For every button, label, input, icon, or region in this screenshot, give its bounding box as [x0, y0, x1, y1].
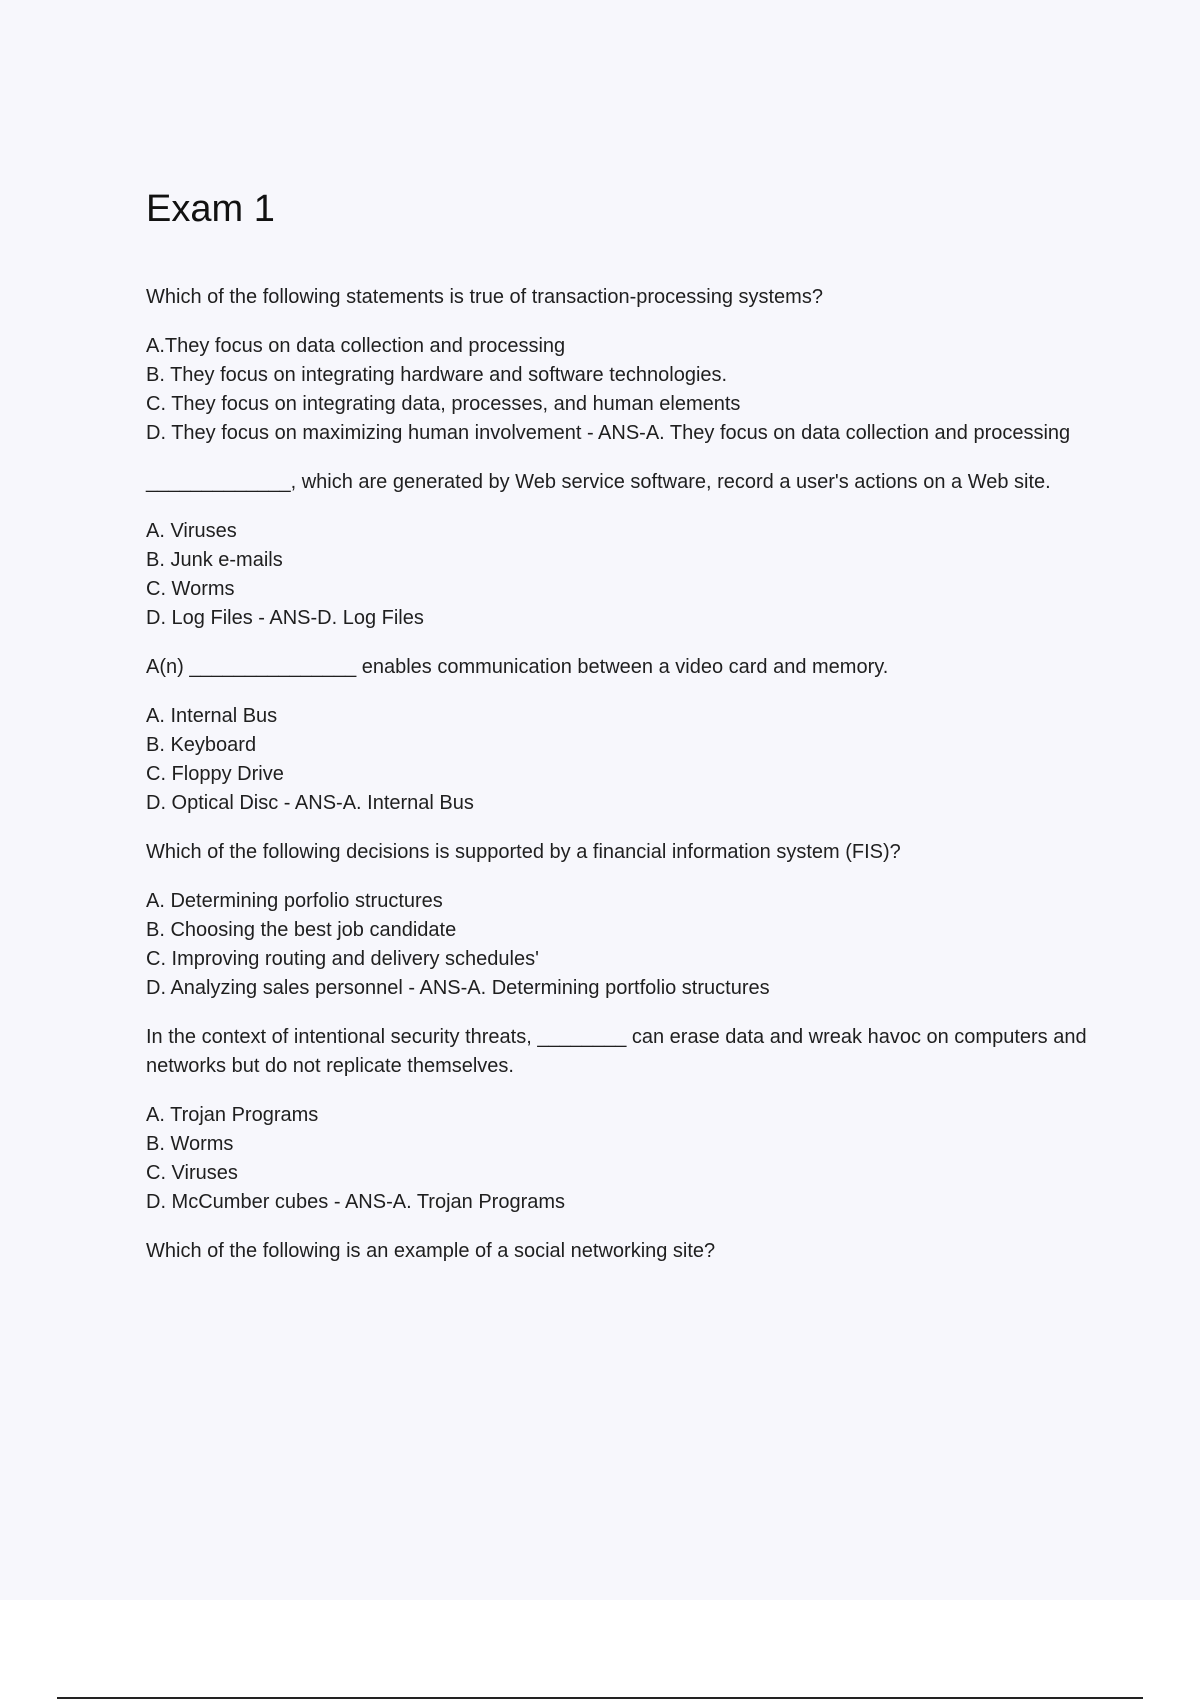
option-c: C. They focus on integrating data, processes, and human elements [146, 393, 741, 415]
question-block-2 [146, 468, 1106, 633]
option-d-with-answer: D. McCumber cubes - ANS-A. Trojan Programs [146, 1191, 566, 1213]
answer-options [146, 517, 1106, 633]
option-d-with-answer: D. Analyzing sales personnel - ANS-A. Determining portfolio structures [146, 977, 770, 999]
question-block-5 [146, 1023, 1106, 1217]
option-d-with-answer: D. They focus on maximizing human involvement - ANS-A. They focus on data collection and processing [146, 422, 1071, 444]
option-c: C. Worms [146, 578, 235, 600]
question-text: Which of the following is an example of a social networking site? [146, 1240, 716, 1262]
question-text: Which of the following statements is true of transaction-processing systems? [146, 286, 823, 308]
option-b: B. They focus on integrating hardware and software technologies. [146, 364, 728, 386]
option-a: A. Viruses [146, 520, 237, 542]
document-title: Exam 1 [146, 188, 275, 230]
option-a: A.They focus on data collection and processing [146, 335, 566, 357]
option-a: A. Internal Bus [146, 705, 278, 727]
option-c: C. Floppy Drive [146, 763, 284, 785]
option-d-with-answer: D. Log Files - ANS-D. Log Files [146, 607, 424, 629]
answer-options [146, 702, 1106, 818]
option-c: C. Viruses [146, 1162, 238, 1184]
option-b: B. Keyboard [146, 734, 257, 756]
option-b: B. Worms [146, 1133, 234, 1155]
answer-options [146, 887, 1106, 1003]
option-d-with-answer: D. Optical Disc - ANS-A. Internal Bus [146, 792, 474, 814]
question-text: Which of the following decisions is supported by a financial information system (FIS)? [146, 841, 901, 863]
option-b: B. Junk e-mails [146, 549, 283, 571]
question-block-4 [146, 838, 1106, 1003]
page-divider [57, 1697, 1143, 1699]
option-b: B. Choosing the best job candidate [146, 919, 457, 941]
option-a: A. Trojan Programs [146, 1104, 319, 1126]
question-block-1 [146, 283, 1106, 448]
question-text: In the context of intentional security threats, ________ can erase data and wreak havoc on computers and networks but do not replicate themselves. [146, 1026, 1087, 1077]
option-a: A. Determining porfolio structures [146, 890, 443, 912]
question-text: A(n) _______________ enables communication between a video card and memory. [146, 656, 889, 678]
question-text: _____________, which are generated by Web service software, record a user's actions on a Web site. [146, 471, 1051, 493]
document-content [146, 183, 1106, 1286]
option-c: C. Improving routing and delivery schedules' [146, 948, 539, 970]
question-block-3 [146, 653, 1106, 818]
answer-options [146, 332, 1106, 448]
answer-options [146, 1101, 1106, 1217]
question-block-6 [146, 1237, 1106, 1266]
